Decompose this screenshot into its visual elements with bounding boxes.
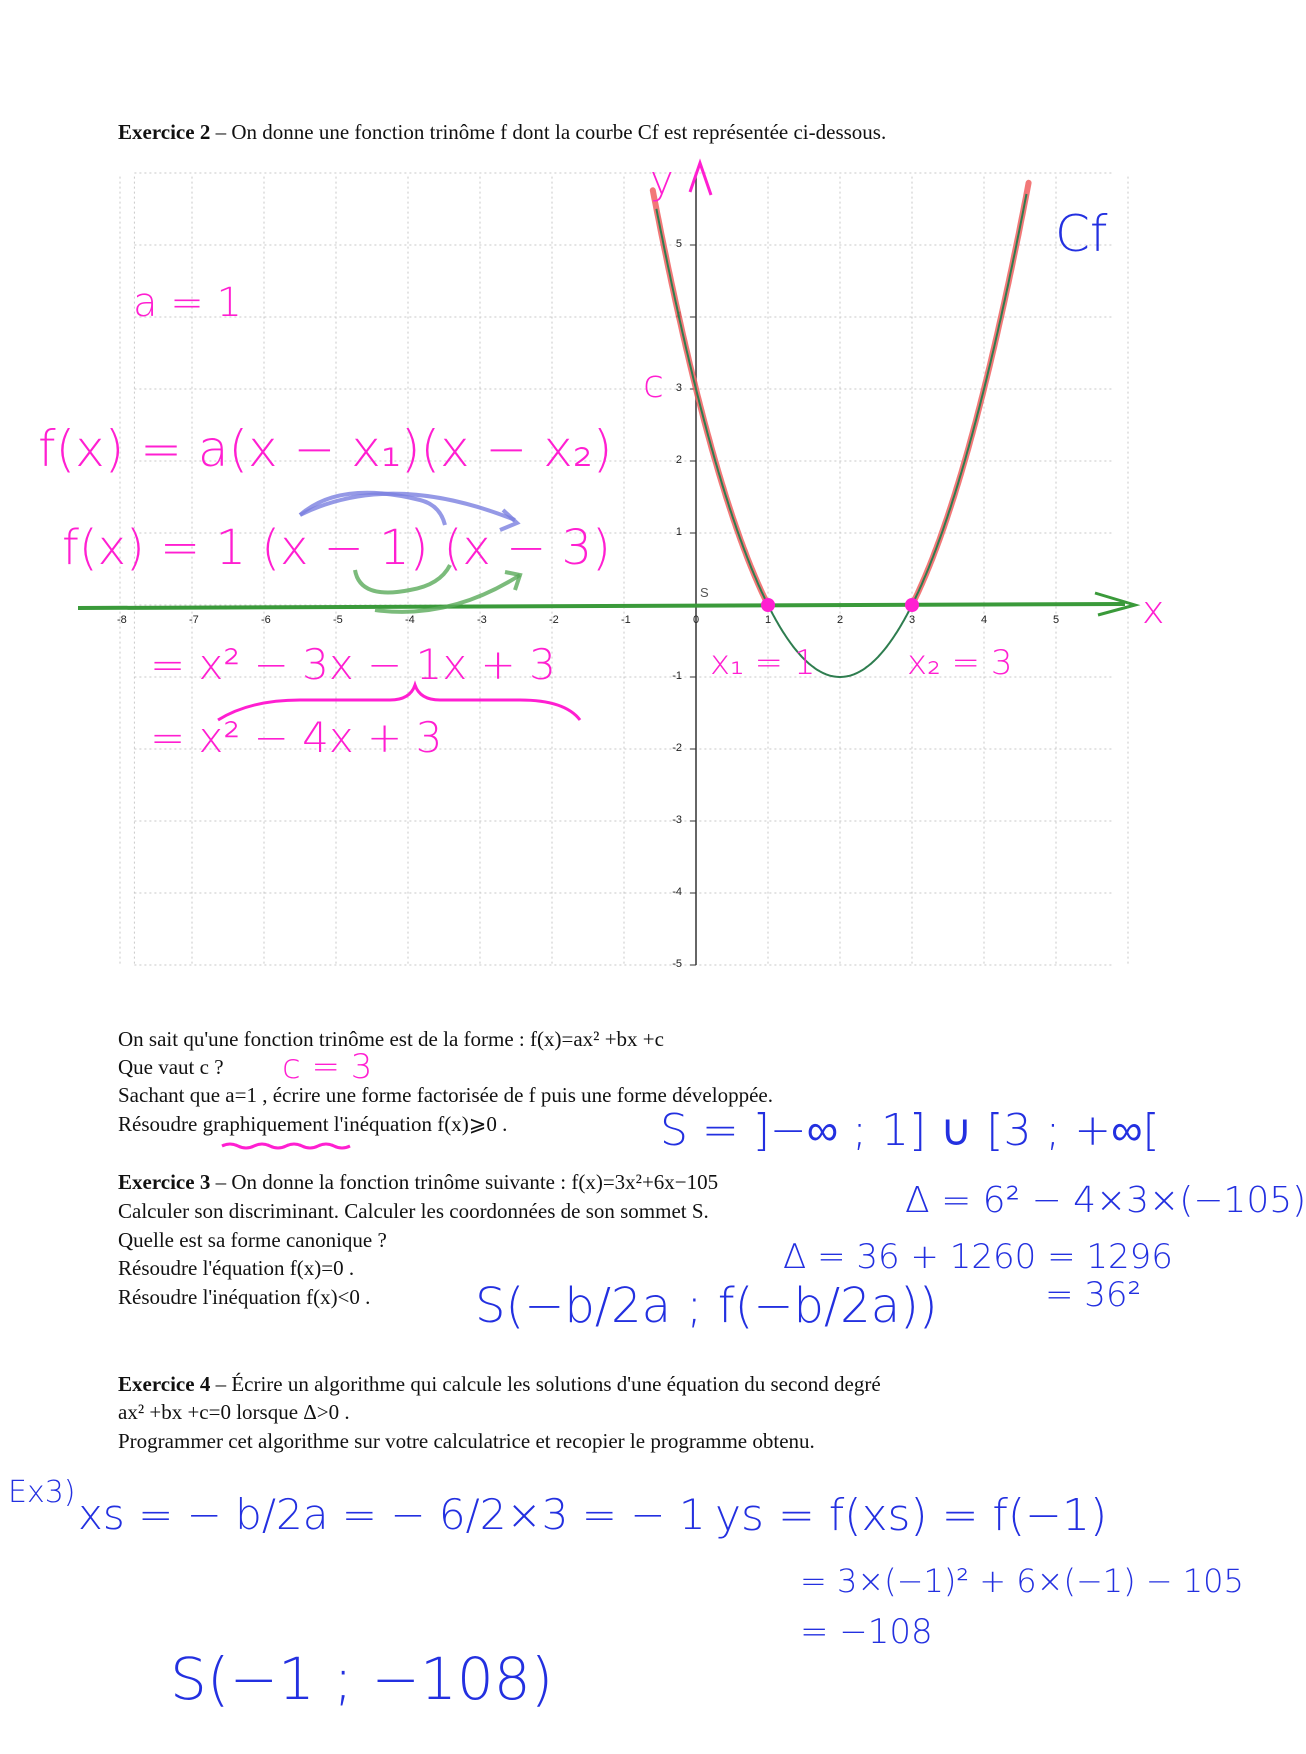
y-tick-label: -3: [672, 814, 682, 826]
y-tick-label: -2: [672, 742, 682, 754]
x-tick-label: 1: [765, 614, 772, 626]
y-tick-label: -4: [672, 886, 682, 898]
y-tick-label: 1: [675, 526, 682, 538]
hw-ys-3: = −108: [800, 1612, 933, 1652]
hw-expand-1: = x² − 3x − 1x + 3: [150, 640, 556, 689]
exercise3-line-2: Calculer son discriminant. Calculer les coordonnées de son sommet S.: [118, 1199, 709, 1223]
exercise3-line-5: Résoudre l'inéquation f(x)<0 .: [118, 1285, 371, 1309]
curve-highlight-right: [912, 183, 1029, 605]
x-tick-label: 3: [909, 614, 916, 626]
hw-ys-1: ys = f(xs) = f(−1): [715, 1490, 1108, 1541]
x-tick-label: 0: [693, 614, 700, 626]
x-tick-label: -2: [549, 614, 559, 626]
hw-expand-2: = x² − 4x + 3: [150, 713, 443, 762]
root-point-2: [905, 598, 919, 612]
ex2-question-4: Résoudre graphiquement l'inéquation f(x)⩾0 .: [118, 1112, 508, 1136]
exercise3-intro: – On donne la fonction trinôme suivante : f(x)=3x²+6x−105: [210, 1170, 719, 1194]
y-tick-label: 4: [675, 310, 682, 322]
x-tick-label: -7: [189, 614, 199, 626]
exercise4-heading: Exercice 4: [118, 1372, 211, 1396]
x-tick-label: -5: [333, 614, 343, 626]
exercise4-intro: – Écrire un algorithme qui calcule les solutions d'une équation du second degré: [210, 1372, 881, 1396]
y-tick-label: 5: [675, 238, 682, 250]
hw-delta-2: Δ = 36 + 1260 = 1296: [783, 1237, 1173, 1277]
hw-xs: xs = − b/2a = − 6/2×3 = − 1: [78, 1490, 706, 1539]
ex2-question-1: On sait qu'une fonction trinôme est de la forme : f(x)=ax² +bx +c: [118, 1027, 664, 1051]
ex2-question-2: Que vaut c ?: [118, 1055, 224, 1079]
hw-ex3-label: Ex3): [8, 1475, 76, 1510]
x-tick-label: 2: [837, 614, 844, 626]
x-tick-label: -8: [117, 614, 127, 626]
curve-highlight-left: [653, 190, 768, 605]
exercise3-line-1: [118, 1170, 718, 1195]
hw-vertex-formula: S(−b/2a ; f(−b/2a)): [475, 1278, 938, 1334]
hw-c-label: c: [643, 362, 664, 406]
hw-x-axis: x: [1142, 588, 1165, 632]
exercise2-intro: – On donne une fonction trinôme f dont la courbe Cf est représentée ci-dessous.: [210, 120, 887, 144]
exercise4-line-2: ax² +bx +c=0 lorsque Δ>0 .: [118, 1400, 350, 1424]
x-tick-label: -3: [477, 614, 487, 626]
exercise3-heading: Exercice 3: [118, 1170, 211, 1194]
hw-delta-1: Δ = 6² − 4×3×(−105): [905, 1180, 1306, 1221]
ex2-question-3: Sachant que a=1 , écrire une forme factorisée de f puis une forme développée.: [118, 1083, 773, 1107]
x-tick-label: -6: [261, 614, 271, 626]
hw-factored-general: f(x) = a(x − x₁)(x − x₂): [38, 420, 613, 478]
y-tick-label: 3: [675, 382, 682, 394]
y-tick-label: 2: [675, 454, 682, 466]
underline-graphiquement: [222, 1144, 350, 1148]
exercise3-line-4: Résoudre l'équation f(x)=0 .: [118, 1256, 355, 1280]
hw-delta-3: = 36²: [1045, 1275, 1142, 1315]
y-axis-arrow: [690, 163, 711, 195]
hw-a-value: a = 1: [133, 280, 242, 326]
hw-factored: f(x) = 1 (x − 1) (x − 3): [62, 520, 611, 576]
hw-solution-set: S = ]−∞ ; 1] ∪ [3 ; +∞[: [660, 1105, 1160, 1156]
exercise4-line-1: [118, 1372, 881, 1397]
y-tick-label: -1: [672, 670, 682, 682]
hw-y-axis: y: [650, 158, 674, 204]
hw-root-2: x₂ = 3: [907, 643, 1013, 683]
x-tick-label: -1: [621, 614, 631, 626]
origin-label: S: [700, 585, 709, 600]
root-point-1: [761, 598, 775, 612]
hw-curve-name: Cf: [1055, 205, 1108, 263]
hw-root-1: x₁ = 1: [710, 643, 816, 683]
exercise4-line-3: Programmer cet algorithme sur votre calculatrice et recopier le programme obtenu.: [118, 1429, 815, 1453]
hw-vertex: S(−1 ; −108): [170, 1645, 554, 1713]
exercise3-line-3: Quelle est sa forme canonique ?: [118, 1228, 387, 1252]
x-tick-label: -4: [405, 614, 415, 626]
hw-c-answer: c = 3: [282, 1047, 373, 1087]
y-tick-label: -5: [672, 958, 682, 970]
exercise2-heading: Exercice 2: [118, 120, 211, 144]
x-tick-label: 5: [1053, 614, 1060, 626]
x-tick-label: 4: [981, 614, 988, 626]
hw-ys-2: = 3×(−1)² + 6×(−1) − 105: [800, 1562, 1244, 1600]
